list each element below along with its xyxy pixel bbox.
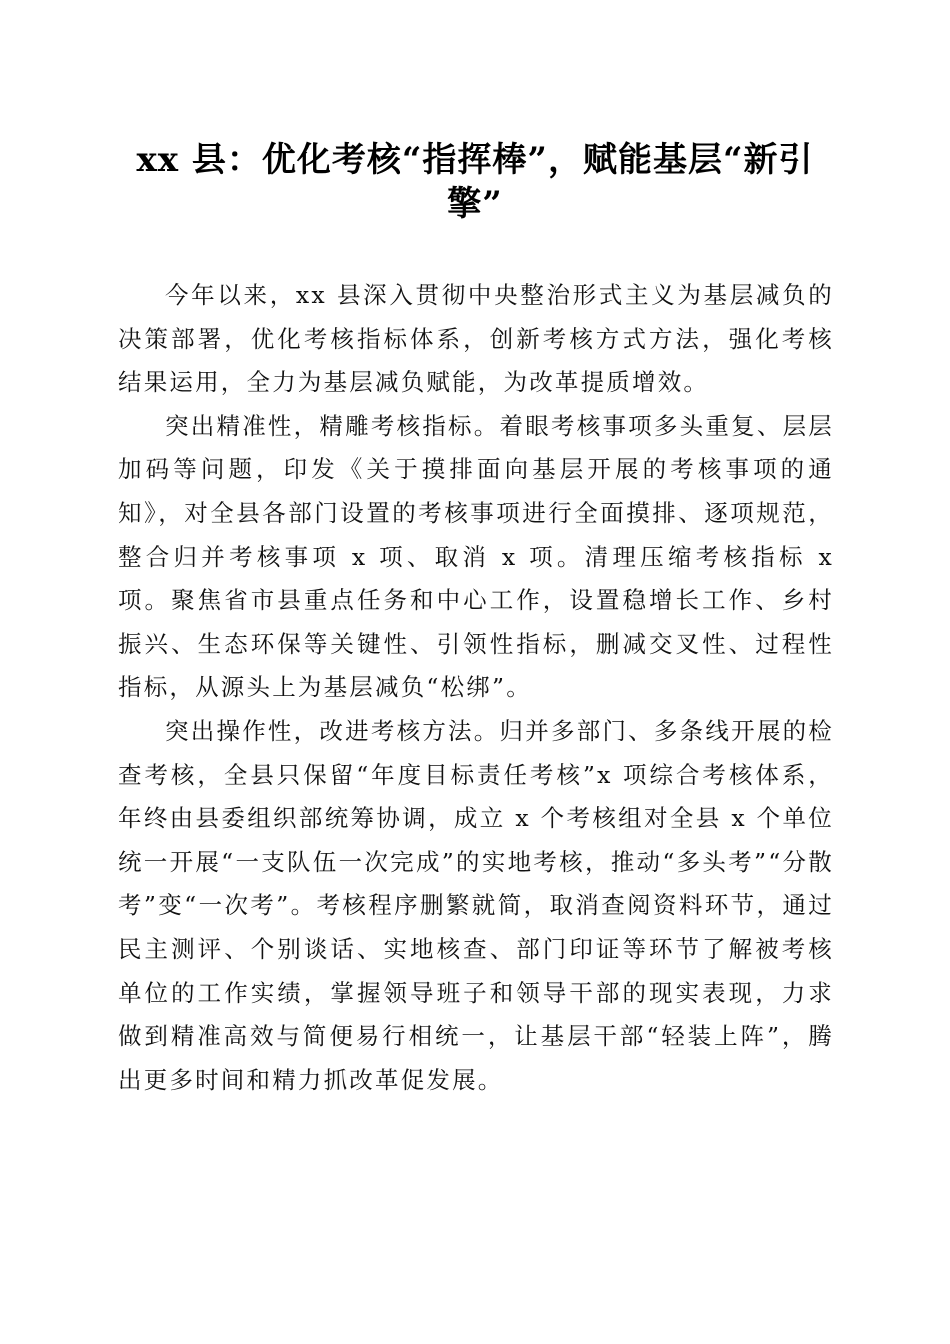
paragraph-operability: 突出操作性，改进考核方法。归并多部门、多条线开展的检查考核，全县只保留“年度目标责任考核”x 项综合考核体系，年终由县委组织部统筹协调，成立 x 个考核组对全县 x 个单位统一开展“一支队伍一次完成”的实地考核，推动“多头考”“分散考”变“一次考”。考核程序删繁就简，取消查阅资料环节，通过民主测评、个别谈话、实地核查、部门印证等环节了解被考核单位的工作实绩，掌握领导班子和领导干部的现实表现，力求做到精准高效与简便易行相统一，让基层干部“轻装上阵”，腾出更多时间和精力抓改革促发展。 bbox=[118, 716, 834, 1094]
document-title: xx 县：优化考核“指挥棒”，赋能基层“新引擎” bbox=[136, 140, 814, 224]
paragraph-intro: 今年以来，xx 县深入贯彻中央整治形式主义为基层减负的决策部署，优化考核指标体系，创新考核方式方法，强化考核结果运用，全力为基层减负赋能，为改革提质增效。 bbox=[118, 281, 834, 397]
paragraph-precision: 突出精准性，精雕考核指标。着眼考核事项多头重复、层层加码等问题，印发《关于摸排面向基层开展的考核事项的通知》，对全县各部门设置的考核事项进行全面摸排、逐项规范，整合归并考核事项 x 项、取消 x 项。清理压缩考核指标 x 项。聚焦省市县重点任务和中心工作，设置稳增长工作、乡村振兴、生态环保等关键性、引领性指标，删减交叉性、过程性指标，从源头上为基层减负“松绑”。 bbox=[118, 411, 834, 702]
document-body bbox=[118, 274, 834, 1102]
